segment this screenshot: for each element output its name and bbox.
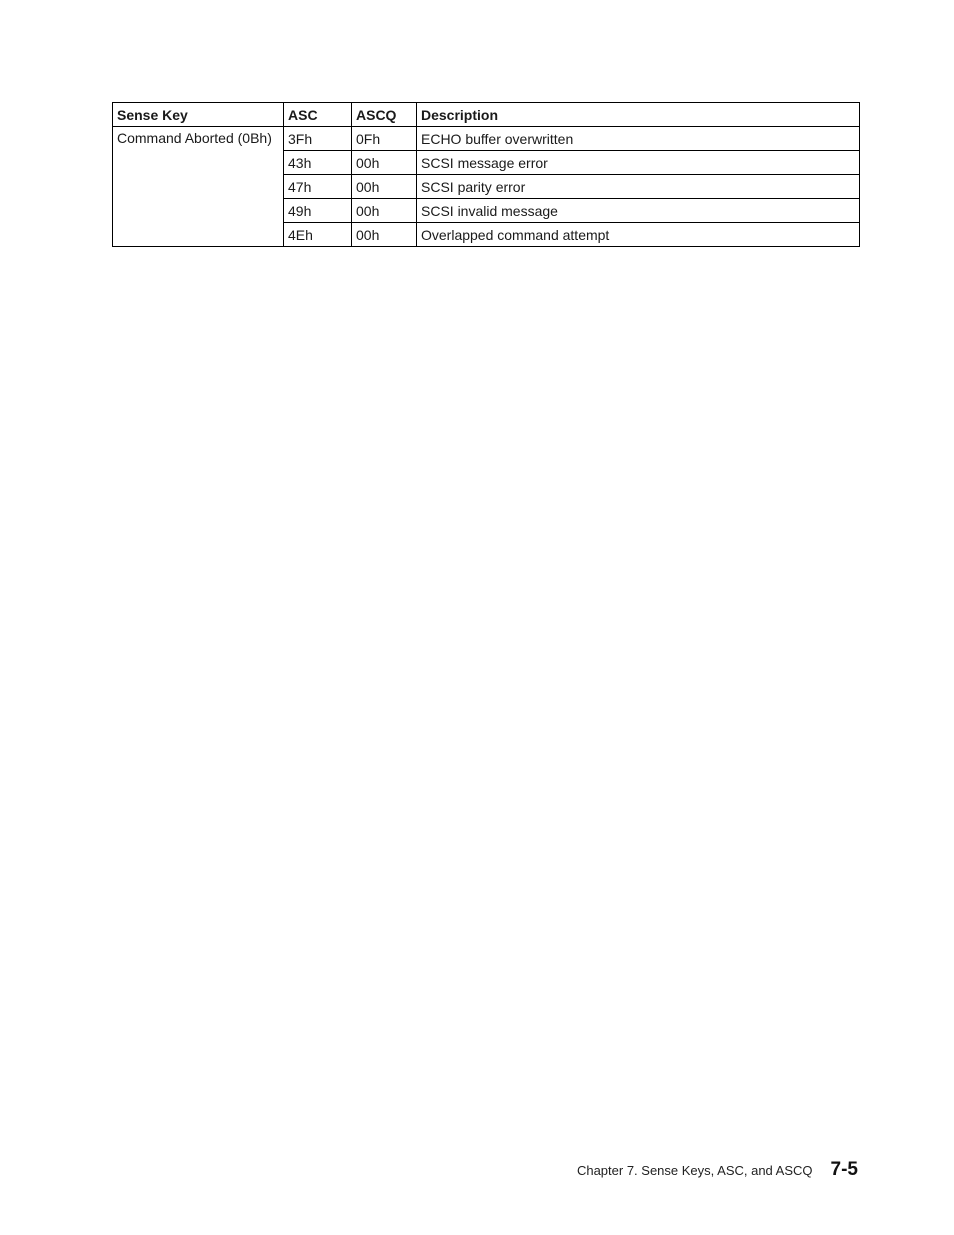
asc-cell: 3Fh [284,127,352,151]
sense-key-table [112,102,860,247]
description-cell: Overlapped command attempt [417,223,860,247]
asc-cell: 4Eh [284,223,352,247]
sense-key-cell: Command Aborted (0Bh) [113,127,284,247]
header-sense-key: Sense Key [113,103,284,127]
ascq-cell: 00h [352,223,417,247]
description-cell: SCSI parity error [417,175,860,199]
ascq-cell: 00h [352,151,417,175]
header-description: Description [417,103,860,127]
asc-cell: 43h [284,151,352,175]
table-row [113,127,860,151]
description-cell: SCSI message error [417,151,860,175]
ascq-cell: 00h [352,199,417,223]
ascq-cell: 0Fh [352,127,417,151]
asc-cell: 49h [284,199,352,223]
page-footer [577,1159,858,1181]
footer-page-number: 7-5 [830,1159,858,1180]
header-ascq: ASCQ [352,103,417,127]
header-asc: ASC [284,103,352,127]
description-cell: ECHO buffer overwritten [417,127,860,151]
table-header-row [113,103,860,127]
asc-cell: 47h [284,175,352,199]
ascq-cell: 00h [352,175,417,199]
description-cell: SCSI invalid message [417,199,860,223]
footer-chapter-title: Chapter 7. Sense Keys, ASC, and ASCQ [576,1163,813,1178]
